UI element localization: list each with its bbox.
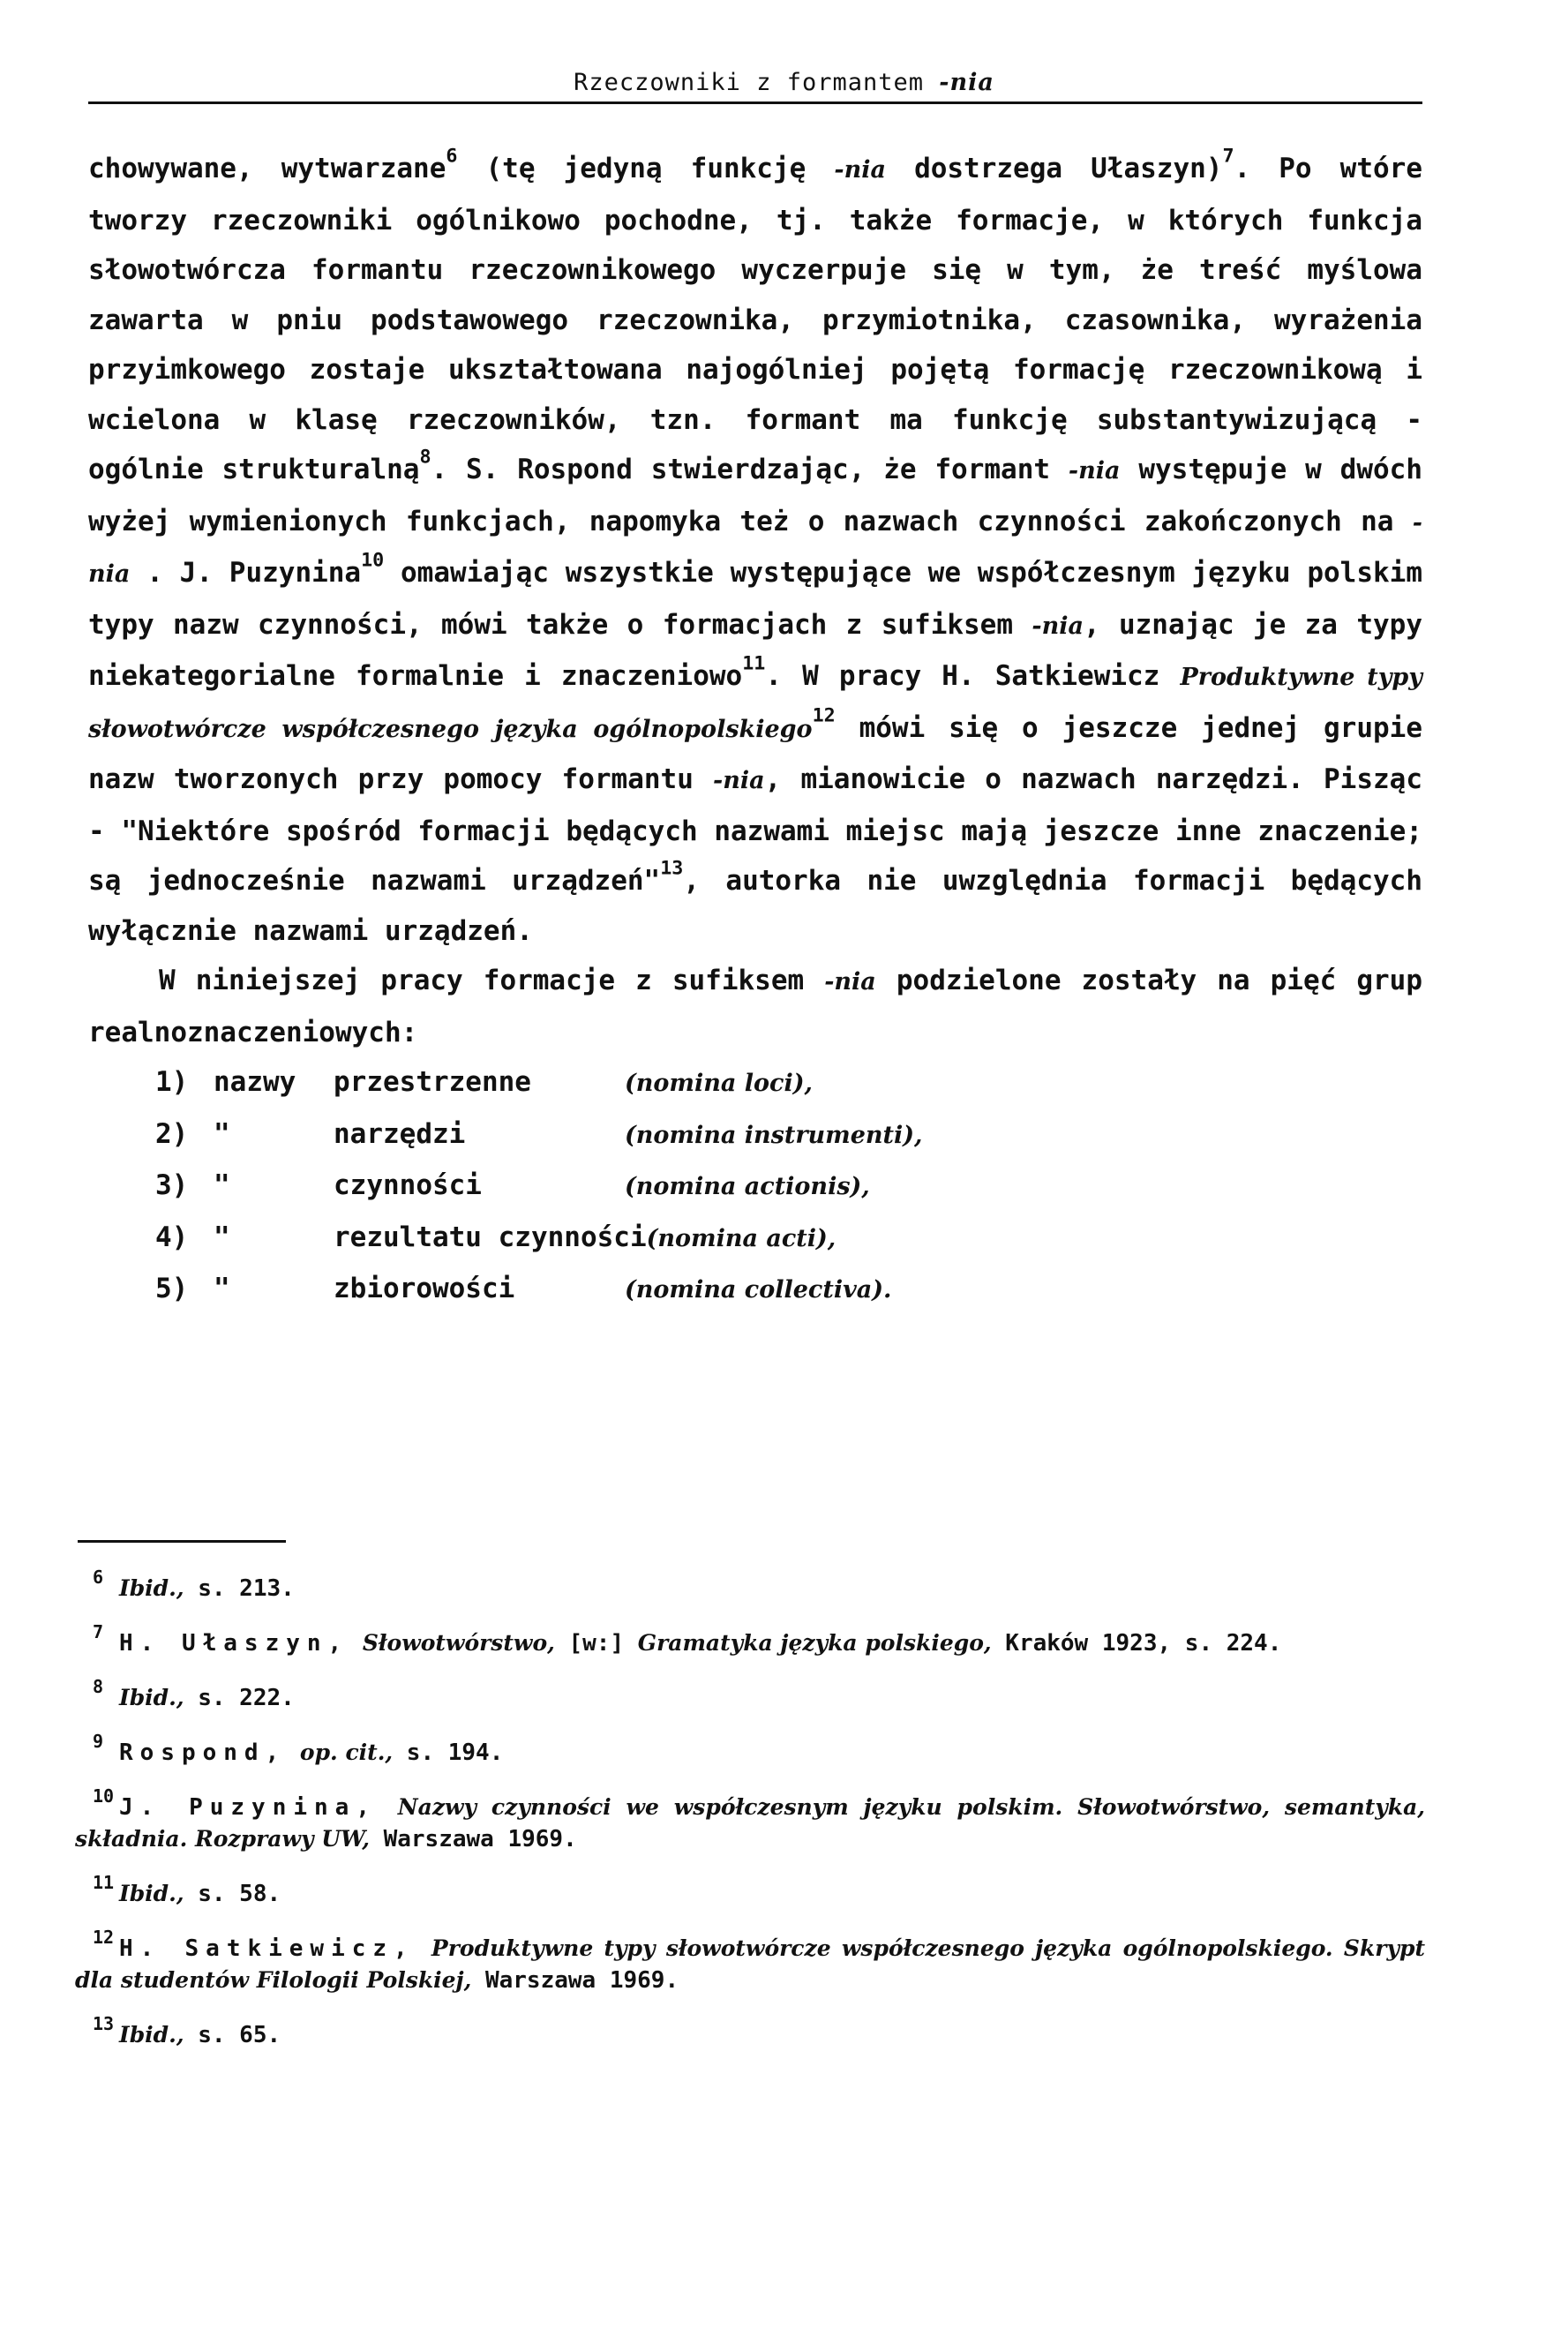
text-run: występuje w dwóch wyżej wymienionych funkcjach, napomyka też o nazwach czynności zakończonych na (88, 454, 1422, 537)
footnote-author: H. Satkiewicz, (119, 1935, 415, 1962)
group-name: rezultatu czynności (334, 1221, 647, 1253)
footnote-text (286, 1740, 300, 1766)
footnote-text: Warszawa 1969. (471, 1967, 679, 1994)
footnote-ref: 7 (1222, 145, 1234, 168)
footnote-mark: 9 (93, 1731, 104, 1752)
running-header (0, 69, 1568, 96)
group-name: zbiorowości (334, 1273, 515, 1304)
group-name: przestrzenne (334, 1066, 531, 1098)
footnote-mark: 13 (93, 2013, 115, 2034)
group-latin-term: (nomina collectiva). (625, 1276, 892, 1304)
suffix-italic: -nia (1032, 612, 1084, 640)
footnote-title: Ibid., (119, 1575, 184, 1601)
footnote-author: J. Puzynina, (119, 1794, 377, 1821)
footnote-mark: 11 (93, 1872, 115, 1893)
footnote-ref: 11 (742, 652, 766, 675)
suffix-italic: -nia (88, 508, 1422, 588)
footnote-title: Ibid., (119, 2022, 184, 2048)
paragraph-2 (88, 956, 1422, 1057)
text-run: podzielone zostały na pięć grup realnoznaczeniowych: (88, 965, 1422, 1048)
footnote (75, 1562, 1425, 1604)
text-run: (tę jedyną funkcję (457, 153, 835, 184)
group-latin-term: (nomina loci), (625, 1070, 813, 1097)
footnote-mark: 7 (93, 1621, 104, 1642)
footnote-title: Słowotwórstwo, (362, 1630, 555, 1656)
footnote-title: op. cit., (299, 1740, 394, 1765)
text-run: . W pracy H. Satkiewicz (765, 660, 1181, 692)
footnote-text (377, 1794, 398, 1821)
suffix-italic: -nia (1068, 457, 1121, 485)
text-run: chowywane, wytwarzane (88, 153, 446, 184)
footnote-ref: 8 (419, 446, 431, 469)
book-title-italic: Produktywne typy słowotwórcze współczesnego języka ogólnopolskiego (88, 664, 1422, 743)
main-text (88, 144, 1422, 1316)
footnote-title: Nazwy czynności we współczesnym języku polskim. Słowotwórstwo, semantyka, składnia. Rozprawy UW, (75, 1794, 1426, 1852)
footnote-mark: 12 (93, 1927, 115, 1948)
footnote-text: [w:] (554, 1630, 638, 1657)
footnote (75, 2009, 1425, 2051)
footnote-title: Produktywne typy słowotwórcze współczesnego języka ogólnopolskiego. Skrypt dla studentów Filologii Polskiej, (75, 1935, 1425, 1993)
footnotes (75, 1562, 1425, 2063)
group-latin-term: (nomina instrumenti), (625, 1121, 923, 1149)
footnote-text (415, 1935, 431, 1962)
text-run: dostrzega Ułaszyn) (885, 153, 1223, 184)
footnote-text: s. 194. (393, 1740, 504, 1766)
footnote-text: Kraków 1923, s. 224. (991, 1630, 1282, 1657)
group-ditto: nazwy (214, 1066, 296, 1098)
running-header-text: Rzeczowniki z formantem (574, 69, 940, 96)
suffix-italic: -nia (713, 767, 765, 794)
footnote-mark: 8 (93, 1676, 104, 1697)
group-ditto: " (214, 1169, 230, 1201)
footnote-rule (78, 1540, 286, 1543)
text-run: . S. Rospond stwierdzając, że formant (431, 454, 1069, 485)
footnote-ref: 10 (361, 549, 385, 572)
suffix-italic: -nia (824, 968, 876, 996)
footnote-text: s. 222. (184, 1685, 295, 1711)
group-list (88, 1057, 1422, 1316)
footnote-text: s. 65. (184, 2022, 281, 2048)
footnote-title: Ibid., (119, 1881, 184, 1906)
footnote-author: Rospond, (119, 1740, 287, 1766)
group-name: narzędzi (334, 1117, 466, 1150)
group-number: 1) (155, 1066, 189, 1098)
footnote-author: H. Ułaszyn, (119, 1630, 349, 1657)
footnote-title: Ibid., (119, 1685, 184, 1710)
footnote (75, 1617, 1425, 1659)
group-latin-term: (nomina actionis), (625, 1173, 870, 1200)
text-run: W niniejszej pracy formacje z sufiksem (159, 965, 825, 996)
footnote (75, 1672, 1425, 1714)
group-ditto: " (214, 1273, 230, 1304)
text-run: , mianowicie o nazwach narzędzi. Pisząc - "Niektóre spośród formacji będących nazwami miejsc mają jeszcze inne znaczenie; są jednocześnie nazwami urządzeń" (88, 763, 1422, 897)
running-header-suffix: -nia (939, 69, 994, 96)
footnote-ref: 12 (812, 704, 836, 727)
footnote (75, 1781, 1425, 1855)
text-run: omawiając wszystkie występujące we współczesnym języku polskim typy nazw czynności, mówi także o formacjach z sufiksem (88, 557, 1422, 641)
group-name: czynności (334, 1169, 482, 1201)
paragraph-1 (88, 144, 1422, 956)
footnote (75, 1922, 1425, 1996)
group-number: 4) (155, 1221, 189, 1253)
group-item (155, 1057, 1422, 1109)
footnote-ref: 6 (446, 145, 458, 168)
footnote-ref: 13 (660, 857, 684, 880)
footnote-text: s. 213. (184, 1575, 295, 1602)
text-run: . J. Puzynina (130, 557, 362, 589)
footnote (75, 1867, 1425, 1910)
footnote-title: Gramatyka języka polskiego, (637, 1630, 992, 1656)
footnote-text: s. 58. (184, 1881, 281, 1907)
text-run: mówi się o jeszcze jednej grupie nazw tworzonych przy pomocy formantu (88, 711, 1422, 795)
group-number: 3) (155, 1169, 189, 1201)
group-item (155, 1109, 1422, 1161)
group-item (155, 1264, 1422, 1316)
group-item (155, 1213, 1422, 1265)
footnote-mark: 10 (93, 1785, 115, 1807)
group-item (155, 1161, 1422, 1213)
footnote-text: Warszawa 1969. (369, 1826, 577, 1852)
group-number: 2) (155, 1117, 189, 1150)
footnote-text (349, 1630, 363, 1657)
group-number: 5) (155, 1273, 189, 1304)
footnote-mark: 6 (93, 1567, 104, 1588)
text-run: , autorka nie uwzględnia formacji będących wyłącznie nazwami urządzeń. (88, 865, 1422, 947)
group-ditto: " (214, 1221, 230, 1253)
footnote (75, 1726, 1425, 1769)
group-ditto: " (214, 1117, 230, 1150)
group-latin-term: (nomina acti), (646, 1224, 837, 1252)
text-run: , uznając je za typy niekategorialne formalnie i znaczeniowo (88, 608, 1422, 692)
suffix-italic: -nia (834, 156, 886, 184)
header-rule (88, 101, 1422, 104)
text-run: . Po wtóre tworzy rzeczowniki ogólnikowo pochodne, tj. także formacje, w których funkcja słowotwórcza formantu rzeczownikowego wyczerpuje się w tym, że treść myślowa zawarta w pniu podstawowego rzeczownika, przymiotnika, czasownika, wyrażenia przyimkowego zostaje ukształtowana najogólniej pojętą formację rzeczownikową i wcielona w klasę rzeczowników, tzn. formant ma funkcję substantywizującą - ogólnie strukturalną (88, 153, 1422, 485)
